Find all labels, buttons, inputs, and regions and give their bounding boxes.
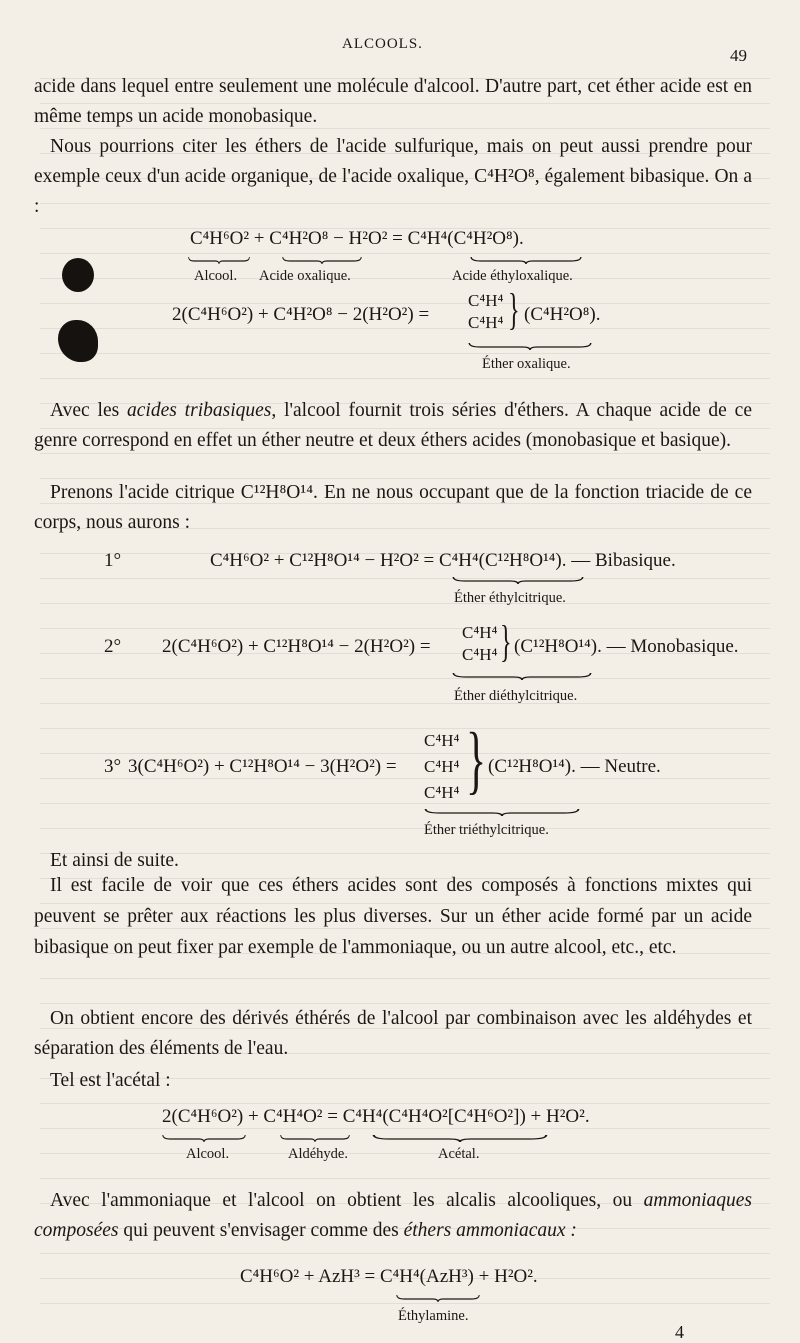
paragraph (34, 396, 752, 456)
stack-term: C⁴H⁴ (424, 731, 460, 750)
right-brace: } (466, 718, 487, 802)
paragraph-text: Nous pourrions citer les éthers de l'acide sulfurique, mais on peut aussi prendre pour exemple ceux d'un acide organique, de l'acide oxalique, C⁴H²O⁸, également bibasique. On a : (34, 136, 752, 217)
underbrace (424, 808, 580, 816)
formula-stack (468, 290, 503, 334)
stack-term: C⁴H⁴ (468, 313, 504, 332)
item-number: 3° (104, 756, 122, 777)
formula-label: Alcool. (194, 268, 238, 284)
emphasis: acides tribasiques (127, 400, 272, 421)
underbrace (468, 342, 592, 350)
paragraph-text: Avec l'ammoniaque et l'alcool on obtient les alcalis alcooliques, ou (50, 1190, 644, 1211)
equation: C⁴H⁶O² + C¹²H⁸O¹⁴ − H²O² = C⁴H⁴(C¹²H⁸O¹⁴). — Bibasique. (210, 550, 676, 571)
underbrace (470, 256, 582, 264)
paragraph-text: Il est facile de voir que ces éthers acides sont des composés à fonctions mixtes qui peuvent se prêter aux réactions les plus diverses. Sur un éther acide formé par un acide bibasique on peut fixer par exemple de l'ammoniaque, ou un autre alcool, etc., etc. (34, 875, 752, 958)
formula-label: Éther oxalique. (482, 356, 571, 372)
equation-right: (C¹²H⁸O¹⁴). — Monobasique. (514, 636, 739, 657)
paragraph-text: Prenons l'acide citrique C¹²H⁸O¹⁴. En ne nous occupant que de la fonction triacide de ce corps, nous aurons : (34, 482, 752, 533)
item-number: 2° (104, 636, 122, 657)
paragraph-text: On obtient encore des dérivés éthérés de l'alcool par combinaison avec les aldéhydes et séparation des éléments de l'eau. (34, 1008, 752, 1059)
formula-label: Acide éthyloxalique. (452, 268, 573, 284)
underbrace (452, 576, 584, 584)
paragraph-text: Tel est l'acétal : (50, 1070, 171, 1091)
stack-term: C⁴H⁴ (462, 645, 498, 664)
stack-term: C⁴H⁴ (462, 623, 498, 642)
running-head: ALCOOLS. (342, 36, 423, 52)
right-brace: } (500, 617, 512, 666)
underbrace (452, 672, 592, 680)
paragraph-text: qui peuvent s'envisager comme des (118, 1220, 404, 1241)
paragraph-text: Et ainsi de suite. (50, 850, 179, 871)
formula-label: Éther éthylcitrique. (454, 590, 566, 606)
formula-label: Éther diéthylcitrique. (454, 688, 578, 704)
formula-stack (462, 622, 497, 666)
equation-left: 2(C⁴H⁶O²) + C¹²H⁸O¹⁴ − 2(H²O²) = (162, 636, 431, 657)
formula-label: Acétal. (438, 1146, 480, 1162)
equation-left: 3(C⁴H⁶O²) + C¹²H⁸O¹⁴ − 3(H²O²) = (128, 756, 397, 777)
item-number: 1° (104, 550, 122, 571)
page-header (0, 36, 800, 65)
equation-left: 2(C⁴H⁶O²) + C⁴H²O⁸ − 2(H²O²) = (172, 304, 430, 325)
underbrace (372, 1134, 548, 1142)
page-number: 49 (730, 46, 747, 65)
formula-label: Éthylamine. (398, 1308, 469, 1324)
stack-term: C⁴H⁴ (424, 757, 460, 776)
paragraph (34, 1186, 752, 1246)
equation: C⁴H⁶O² + AzH³ = C⁴H⁴(AzH³) + H²O². (240, 1266, 538, 1287)
underbrace (162, 1134, 246, 1142)
equation: C⁴H⁶O² + C⁴H²O⁸ − H²O² = C⁴H⁴(C⁴H²O⁸). (190, 228, 524, 249)
equation: 2(C⁴H⁶O²) + C⁴H⁴O² = C⁴H⁴(C⁴H⁴O²[C⁴H⁶O²]) + H²O². (162, 1106, 590, 1127)
equation-right: (C⁴H²O⁸). (524, 304, 601, 325)
paragraph (34, 1004, 752, 1064)
formula-label: Alcool. (186, 1146, 230, 1162)
underbrace (280, 1134, 350, 1142)
formula-label: Acide oxalique. (259, 268, 351, 284)
paragraph (34, 870, 752, 963)
underbrace (282, 256, 362, 264)
ink-blot (58, 320, 98, 362)
formula-stack (424, 728, 459, 806)
emphasis: ammoniaques composées (34, 1190, 752, 1241)
underbrace (188, 256, 250, 264)
paragraph-text: , l'alcool fournit trois séries d'éthers. A chaque acide de ce genre correspond en effet un éther neutre et deux éthers acides (monobasique et basique). (34, 400, 752, 451)
stack-term: C⁴H⁴ (468, 291, 504, 310)
paragraph (34, 478, 752, 538)
emphasis: éthers ammoniacaux : (403, 1220, 577, 1241)
right-brace: } (508, 285, 520, 334)
ink-blot (62, 258, 94, 292)
paragraph (34, 1066, 752, 1096)
paragraph (34, 132, 752, 222)
formula-label: Aldéhyde. (288, 1146, 348, 1162)
paragraph: acide dans lequel entre seulement une molécule d'alcool. D'autre part, cet éther acide est en même temps un acide monobasique. (34, 76, 752, 127)
equation-right: (C¹²H⁸O¹⁴). — Neutre. (488, 756, 661, 777)
paragraph-text: Avec les (50, 400, 128, 421)
signature-mark: 4 (675, 1322, 684, 1342)
stack-term: C⁴H⁴ (424, 783, 460, 802)
underbrace (396, 1294, 480, 1302)
formula-label: Éther triéthylcitrique. (424, 822, 549, 838)
